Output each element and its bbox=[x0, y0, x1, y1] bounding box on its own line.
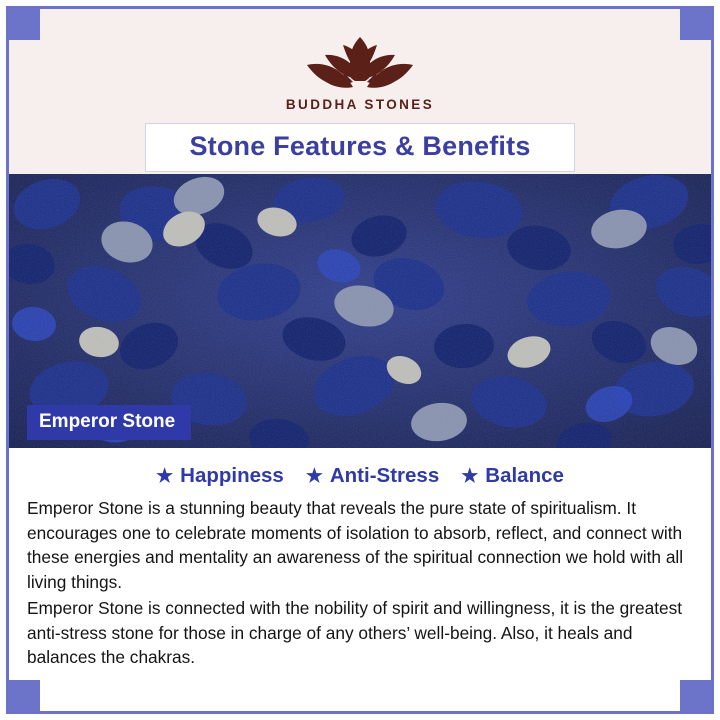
stone-photo bbox=[9, 174, 711, 448]
benefit-label: Balance bbox=[485, 464, 564, 487]
benefit-item bbox=[461, 464, 564, 488]
corner-ornament-top-left bbox=[6, 6, 40, 40]
star-icon: ★ bbox=[305, 465, 323, 487]
benefit-label: Happiness bbox=[180, 464, 284, 487]
benefit-item bbox=[156, 464, 284, 488]
star-icon: ★ bbox=[156, 465, 174, 487]
corner-ornament-bottom-left bbox=[6, 680, 40, 714]
benefit-label: Anti-Stress bbox=[329, 464, 440, 487]
benefits-row bbox=[27, 464, 693, 488]
header-section bbox=[9, 9, 711, 174]
corner-ornament-top-right bbox=[680, 6, 714, 40]
star-icon: ★ bbox=[461, 465, 479, 487]
title-banner bbox=[145, 123, 575, 172]
lotus-meditation-icon bbox=[285, 29, 435, 91]
page-title: Stone Features & Benefits bbox=[189, 131, 531, 161]
stone-name-tag: Emperor Stone bbox=[27, 405, 191, 440]
description-paragraph-1: Emperor Stone is a stunning beauty that reveals the pure state of spiritualism. It encourages one to celebrate moments of isolation to absorb, reflect, and connect with these energies and mentality an awareness of the spiritual connection we hold with all living things. bbox=[27, 498, 684, 592]
brand-name: BUDDHA STONES bbox=[285, 97, 435, 112]
benefit-item bbox=[306, 464, 439, 488]
description-paragraph-2: Emperor Stone is connected with the nobility of spirit and willingness, it is the greatest anti-stress stone for those in charge of any others’ well-being. Also, it heals and balances the chakras. bbox=[27, 598, 683, 668]
content-section bbox=[9, 448, 711, 711]
corner-ornament-bottom-right bbox=[680, 680, 714, 714]
